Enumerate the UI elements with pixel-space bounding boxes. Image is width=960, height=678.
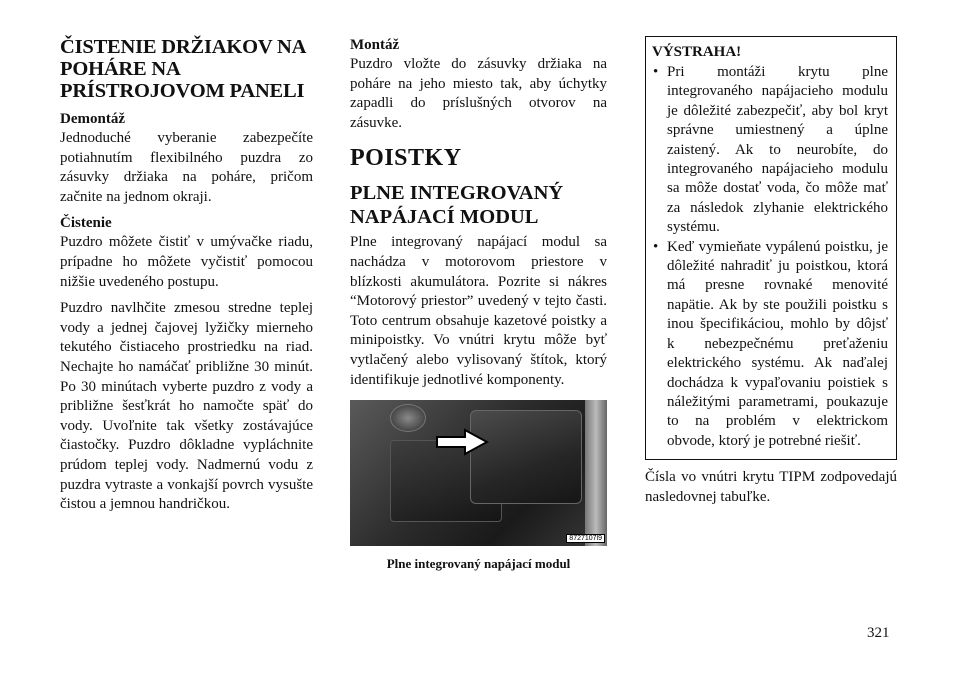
page-number: 321 (867, 625, 890, 641)
right-column (645, 36, 897, 514)
fluid-cap (390, 404, 426, 432)
warning-item: • Pri montáži krytu plne integrovaného napájacieho modulu je dôležité zabezpečiť, aby bol kryt správne umiestnený a úplne zaistený. Ak to neurobíte, do integrovaného napájacieho modulu sa môže dostať voda, čo môže mať za následok zlyhanie elektrického systému. (652, 63, 888, 238)
cleaning-text-2: Puzdro navlhčite zmesou stredne teplej vody a jednej čajovej lyžičky mierneho tekutého čistiaceho prostriedku na riad. Nechajte ho namáčať približne 30 minút. Po 30 minútach vyberte puzdro z vody a približne šesťkrát ho namočte späť do vody. Uvoľnite tak všetky zostávajúce čiastočky. Puzdro dôkladne vypláchnite prúdom teplej vody. Nadmernú vodu z puzdra vytraste a vonkajší povrch vysušte čistou a jemnou handričkou. (60, 300, 313, 513)
install-text: Puzdro vložte do zásuvky držiaka na poháre na jeho miesto tak, aby úchytky zapadli do príslušných otvorov na zásuvke. (350, 56, 607, 131)
photo-caption: Plne integrovaný napájací modul (386, 556, 571, 572)
power-module-cover (470, 410, 582, 504)
warning-box (645, 36, 897, 460)
removal-title: Demontáž (60, 111, 125, 127)
fender-rail (585, 400, 607, 546)
middle-column (350, 36, 607, 572)
cleaning-text-1: Puzdro môžete čistiť v umývačke riadu, prípadne ho môžete vyčistiť pomocou nižšie uvedeného postupu. (60, 234, 313, 290)
warning-item: • Keď vymieňate vypálenú poistku, je dôležité nahradiť ju poistkou, ktorá má presne rovnaké menovité napätie. Ak by ste použili poistku s inou špecifikáciou, mohlo by dôjsť k nebezpečnému preťaženiu elektrického systému. Ak naďalej dochádza k vypaľovaniu poistiek s náležitými parametrami, poukazuje to na problém v elektrickom obvode, ktorý je potrebné riešiť. (652, 238, 888, 451)
tipm-text: Plne integrovaný napájací modul sa nachádza v motorovom priestore v blízkosti akumulátora. Pozrite si nákres “Motorový priestor” uvedený v tejto časti. Toto centrum obsahuje kazetové poistky a minipoistky. Vo vnútri krytu môže byť vytlačený alebo vylisovaný štítok, ktorý identifikuje jednotlivé komponenty. (350, 234, 607, 388)
cleaning-title: Čistenie (60, 215, 112, 232)
tipm-numbers-text: Čísla vo vnútri krytu TIPM zodpovedajú nasledovnej tabuľke. (645, 469, 897, 505)
install-title: Montáž (350, 37, 400, 53)
image-code: 8727107l9 (566, 534, 605, 543)
tipm-photo (350, 400, 607, 546)
tipm-heading: PLNE INTEGROVANÝ NAPÁJACÍ MODUL (350, 182, 564, 229)
section-heading-cup-holders: ČISTENIE DRŽIAKOV NA POHÁRE NA PRÍSTROJOVOM PANELI (60, 36, 306, 102)
warning-title: VÝSTRAHA! (652, 44, 742, 60)
arrow-right-icon (435, 428, 489, 456)
left-column (60, 36, 313, 522)
warning-list (652, 63, 888, 451)
fuses-heading: POISTKY (350, 145, 462, 172)
removal-text: Jednoduché vyberanie zabezpečíte potiahnutím flexibilného puzdra zo zásuvky držiaka na poháre, pričom začnite na jednom okraji. (60, 130, 313, 205)
